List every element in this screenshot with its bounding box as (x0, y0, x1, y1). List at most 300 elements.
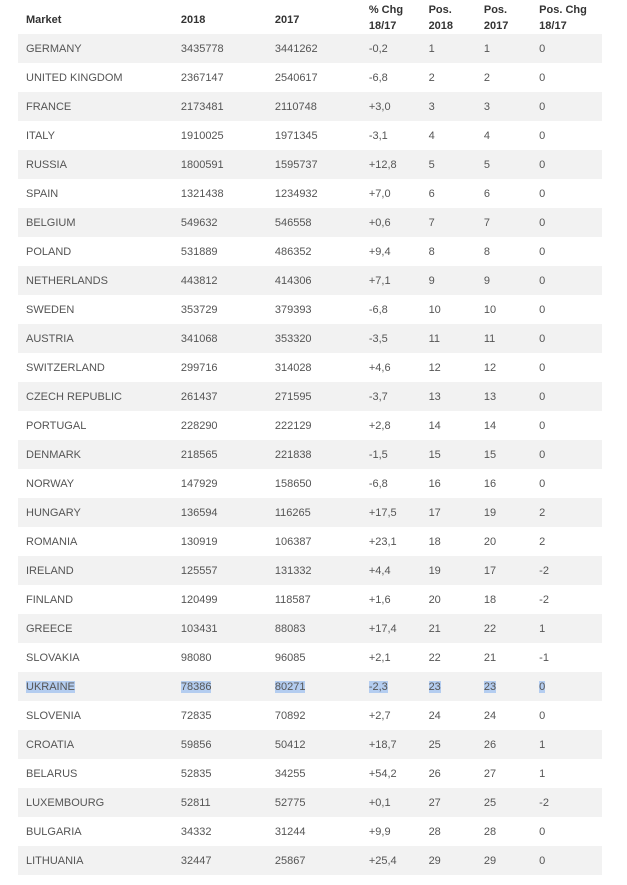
cell-pos-2018 (421, 498, 476, 527)
cell-pct-chg (361, 324, 421, 353)
cell-pos-2018 (421, 672, 476, 701)
cell-pos-chg-text: 0 (539, 680, 546, 693)
cell-pos-chg-text: 0 (539, 274, 546, 287)
cell-pos-2018 (421, 614, 476, 643)
cell-pos-chg (531, 237, 602, 266)
cell-2017 (267, 266, 361, 295)
cell-pos-2017 (476, 266, 531, 295)
cell-pos-2017-text: 6 (483, 187, 490, 200)
cell-pos-chg-text: 0 (539, 709, 546, 722)
table-row[interactable] (18, 527, 602, 556)
cell-pct-chg-text: +9,4 (368, 245, 391, 258)
cell-2017-text: 70892 (274, 709, 306, 722)
cell-pct-chg-text: -3,7 (368, 390, 388, 403)
table-row[interactable] (18, 237, 602, 266)
header-pos-2018[interactable] (421, 0, 476, 34)
cell-pos-chg (531, 411, 602, 440)
cell-market (18, 63, 173, 92)
cell-market-text: AUSTRIA (26, 332, 74, 345)
cell-pos-2018 (421, 527, 476, 556)
cell-pos-chg (531, 788, 602, 817)
cell-2018-text: 1800591 (180, 158, 224, 171)
cell-pos-2017-text: 9 (483, 274, 490, 287)
cell-2018 (173, 179, 267, 208)
cell-2017-text: 353320 (274, 332, 312, 345)
cell-pct-chg-text: +7,0 (368, 187, 391, 200)
cell-pct-chg (361, 295, 421, 324)
cell-market (18, 34, 173, 63)
cell-pos-chg-text: 0 (539, 303, 546, 316)
cell-pos-2017 (476, 179, 531, 208)
cell-pct-chg (361, 63, 421, 92)
table-row[interactable] (18, 730, 602, 759)
cell-pos-2017 (476, 63, 531, 92)
cell-market (18, 469, 173, 498)
cell-pos-2018 (421, 469, 476, 498)
cell-pos-chg-text: -2 (539, 796, 549, 809)
cell-pos-chg-text: 0 (539, 216, 546, 229)
cell-2018 (173, 266, 267, 295)
cell-pos-2017-text: 27 (483, 767, 497, 780)
cell-market (18, 730, 173, 759)
cell-market (18, 92, 173, 121)
cell-2017-text: 158650 (274, 477, 312, 490)
cell-pct-chg-text: -6,8 (368, 71, 388, 84)
cell-pos-chg (531, 759, 602, 788)
cell-pos-2018 (421, 324, 476, 353)
cell-pos-2017-text: 1 (483, 42, 490, 55)
cell-2018 (173, 63, 267, 92)
cell-pos-2017-text: 5 (483, 158, 490, 171)
cell-market (18, 150, 173, 179)
cell-2018 (173, 701, 267, 730)
table-row[interactable] (18, 324, 602, 353)
cell-market-text: NETHERLANDS (26, 274, 108, 287)
cell-pos-2017-text: 19 (483, 506, 497, 519)
cell-pct-chg-text: -6,8 (368, 303, 388, 316)
cell-pct-chg-text: +9,9 (368, 825, 391, 838)
cell-pos-chg (531, 469, 602, 498)
cell-pct-chg (361, 121, 421, 150)
cell-pos-2018 (421, 759, 476, 788)
cell-pos-2017 (476, 382, 531, 411)
cell-pct-chg-text: +2,7 (368, 709, 391, 722)
cell-pos-2017-text: 20 (483, 535, 497, 548)
cell-2017 (267, 730, 361, 759)
cell-2017-text: 221838 (274, 448, 312, 461)
cell-2018-text: 2173481 (180, 100, 224, 113)
cell-pos-chg-text: 0 (539, 187, 546, 200)
cell-pos-2018 (421, 63, 476, 92)
cell-2017-text: 131332 (274, 564, 312, 577)
cell-2018-text: 531889 (180, 245, 218, 258)
cell-pos-2017 (476, 324, 531, 353)
cell-pct-chg-text: -1,5 (368, 448, 388, 461)
cell-pos-chg-text: -2 (539, 593, 549, 606)
cell-pct-chg (361, 92, 421, 121)
cell-pos-chg (531, 527, 602, 556)
cell-2017 (267, 237, 361, 266)
cell-market (18, 643, 173, 672)
cell-pos-chg (531, 382, 602, 411)
cell-2018 (173, 382, 267, 411)
header-pos-2017[interactable] (476, 0, 531, 34)
cell-pos-2018 (421, 34, 476, 63)
cell-market-text: HUNGARY (26, 506, 81, 519)
cell-pos-chg (531, 701, 602, 730)
cell-pct-chg-text: -6,8 (368, 477, 388, 490)
cell-market (18, 353, 173, 382)
cell-2017-text: 546558 (274, 216, 312, 229)
cell-pos-2018-text: 12 (428, 361, 441, 374)
cell-pos-2018-text: 20 (428, 593, 441, 606)
cell-pos-chg (531, 440, 602, 469)
cell-pos-2018-text: 17 (428, 506, 441, 519)
cell-pos-2018 (421, 846, 476, 875)
cell-pos-chg (531, 846, 602, 875)
cell-pos-chg-text: 0 (539, 825, 546, 838)
cell-pos-chg (531, 817, 602, 846)
cell-pos-2017 (476, 788, 531, 817)
cell-2017 (267, 614, 361, 643)
cell-market (18, 759, 173, 788)
cell-pct-chg (361, 585, 421, 614)
table-row[interactable] (18, 701, 602, 730)
cell-pct-chg (361, 237, 421, 266)
cell-2018 (173, 498, 267, 527)
cell-pos-2018-text: 28 (428, 825, 441, 838)
cell-2018-text: 103431 (180, 622, 218, 635)
cell-pos-2017-text: 21 (483, 651, 497, 664)
cell-2018 (173, 295, 267, 324)
cell-2018-text: 120499 (180, 593, 218, 606)
cell-pct-chg (361, 266, 421, 295)
cell-2017-text: 1971345 (274, 129, 318, 142)
cell-pos-2017-text: 7 (483, 216, 490, 229)
cell-pos-2017-text: 25 (483, 796, 497, 809)
cell-2018-text: 72835 (180, 709, 212, 722)
cell-2018 (173, 556, 267, 585)
cell-2017 (267, 150, 361, 179)
cell-market-text: SWEDEN (26, 303, 75, 316)
cell-2017 (267, 846, 361, 875)
cell-pct-chg-text: +2,1 (368, 651, 391, 664)
cell-pos-2017 (476, 121, 531, 150)
cell-pos-2017-text: 8 (483, 245, 490, 258)
cell-pos-2017 (476, 614, 531, 643)
table-row[interactable] (18, 788, 602, 817)
cell-pct-chg (361, 614, 421, 643)
header-market[interactable]: Market (18, 0, 173, 34)
cell-2017-text: 96085 (274, 651, 306, 664)
cell-pos-chg-text: 0 (539, 100, 546, 113)
cell-pos-2017 (476, 672, 531, 701)
cell-pos-2018-text: 11 (428, 332, 440, 345)
cell-2018-text: 218565 (180, 448, 218, 461)
cell-pct-chg-text: +18,7 (368, 738, 397, 751)
cell-market (18, 846, 173, 875)
table-row[interactable] (18, 469, 602, 498)
cell-pos-2018 (421, 730, 476, 759)
cell-market (18, 411, 173, 440)
cell-pos-2017 (476, 730, 531, 759)
cell-market (18, 672, 173, 701)
cell-2018 (173, 440, 267, 469)
cell-2017 (267, 121, 361, 150)
cell-2017 (267, 701, 361, 730)
cell-pct-chg (361, 353, 421, 382)
cell-2018-text: 125557 (180, 564, 218, 577)
table-row[interactable] (18, 817, 602, 846)
cell-market (18, 788, 173, 817)
cell-market-text: FINLAND (26, 593, 74, 606)
cell-pct-chg-text: -3,1 (368, 129, 388, 142)
cell-pos-2018 (421, 585, 476, 614)
cell-pos-2017 (476, 527, 531, 556)
cell-2018-text: 130919 (180, 535, 218, 548)
cell-pos-chg-text: 0 (539, 332, 546, 345)
cell-pct-chg-text: +23,1 (368, 535, 397, 548)
cell-pct-chg-text: +0,6 (368, 216, 391, 229)
cell-2017-text: 414306 (274, 274, 312, 287)
table-row[interactable] (18, 295, 602, 324)
cell-2017-text: 271595 (274, 390, 312, 403)
cell-2018-text: 228290 (180, 419, 218, 432)
cell-pos-2018-text: 29 (428, 854, 441, 867)
cell-2018 (173, 643, 267, 672)
cell-2017-text: 314028 (274, 361, 312, 374)
cell-pct-chg (361, 34, 421, 63)
cell-pos-2017-text: 23 (483, 680, 497, 693)
cell-pos-2017-text: 3 (483, 100, 490, 113)
cell-pos-2018 (421, 266, 476, 295)
cell-2018 (173, 469, 267, 498)
cell-pos-2017 (476, 150, 531, 179)
table-row[interactable] (18, 150, 602, 179)
cell-2018-text: 299716 (180, 361, 218, 374)
cell-pos-2017 (476, 701, 531, 730)
header-pos-2018-line1: Pos. (428, 4, 452, 16)
cell-2017 (267, 179, 361, 208)
cell-2018-text: 52811 (180, 796, 211, 809)
cell-2017 (267, 817, 361, 846)
cell-2017 (267, 34, 361, 63)
cell-market-text: DENMARK (26, 448, 82, 461)
cell-pos-2017 (476, 817, 531, 846)
cell-pos-2017 (476, 353, 531, 382)
cell-pos-2018-text: 15 (428, 448, 441, 461)
cell-2017-text: 52775 (274, 796, 306, 809)
market-sales-table (18, 0, 602, 875)
cell-pos-2018 (421, 556, 476, 585)
table-row[interactable] (18, 179, 602, 208)
cell-2017-text: 2110748 (274, 100, 317, 113)
cell-market-text: SPAIN (26, 187, 59, 200)
header-pct-chg-line1: % Chg (368, 4, 404, 16)
cell-pos-chg-text: 0 (539, 419, 546, 432)
cell-pct-chg (361, 730, 421, 759)
cell-pos-chg-text: -1 (539, 651, 549, 664)
cell-pct-chg (361, 440, 421, 469)
cell-2018 (173, 730, 267, 759)
cell-2018-text: 2367147 (180, 71, 224, 84)
cell-pos-chg-text: 0 (539, 361, 546, 374)
cell-2017 (267, 469, 361, 498)
cell-2017-text: 80271 (274, 680, 306, 693)
cell-2017-text: 50412 (274, 738, 306, 751)
cell-market-text: SLOVENIA (26, 709, 82, 722)
cell-2018 (173, 208, 267, 237)
cell-pos-2018-text: 3 (428, 100, 435, 113)
table-row[interactable] (18, 34, 602, 63)
cell-pos-chg-text: 2 (539, 506, 546, 519)
cell-pos-2017 (476, 846, 531, 875)
cell-2018-text: 147929 (180, 477, 218, 490)
cell-2018 (173, 353, 267, 382)
cell-2018 (173, 237, 267, 266)
cell-pos-2017 (476, 643, 531, 672)
cell-2017 (267, 585, 361, 614)
cell-pos-2017-text: 12 (483, 361, 497, 374)
cell-market-text: IRELAND (26, 564, 74, 577)
cell-market (18, 498, 173, 527)
cell-pct-chg-text: +54,2 (368, 767, 397, 780)
cell-pos-2018 (421, 643, 476, 672)
table-row[interactable] (18, 585, 602, 614)
table-row[interactable] (18, 382, 602, 411)
cell-pos-2018-text: 6 (428, 187, 435, 200)
cell-pos-2018-text: 25 (428, 738, 441, 751)
cell-2017 (267, 759, 361, 788)
cell-pos-2017-text: 4 (483, 129, 490, 142)
cell-pos-chg-text: 0 (539, 129, 546, 142)
cell-pos-2018-text: 14 (428, 419, 441, 432)
cell-pos-2017 (476, 208, 531, 237)
cell-2017-text: 486352 (274, 245, 312, 258)
table-row[interactable] (18, 121, 602, 150)
cell-2018 (173, 614, 267, 643)
cell-market (18, 121, 173, 150)
cell-market (18, 701, 173, 730)
cell-2017-text: 2540617 (274, 71, 318, 84)
header-2018[interactable]: 2018 (173, 0, 267, 34)
cell-pct-chg-text: +25,4 (368, 854, 397, 867)
table-row[interactable] (18, 353, 602, 382)
cell-pos-chg-text: 1 (539, 767, 546, 780)
cell-pos-2018 (421, 121, 476, 150)
table-row[interactable] (18, 92, 602, 121)
cell-2017-text: 3441262 (274, 42, 318, 55)
header-pos-chg[interactable] (531, 0, 602, 34)
table-row[interactable] (18, 643, 602, 672)
cell-2017 (267, 498, 361, 527)
header-2017[interactable]: 2017 (267, 0, 361, 34)
cell-2017-text: 379393 (274, 303, 312, 316)
cell-pct-chg (361, 527, 421, 556)
cell-pos-chg (531, 266, 602, 295)
cell-2018 (173, 672, 267, 701)
cell-pos-2018-text: 21 (428, 622, 441, 635)
table-row[interactable] (18, 759, 602, 788)
cell-market-text: POLAND (26, 245, 72, 258)
table-row[interactable] (18, 556, 602, 585)
cell-2017 (267, 643, 361, 672)
cell-pos-2018-text: 1 (428, 42, 435, 55)
cell-pos-2018-text: 24 (428, 709, 441, 722)
cell-2018-text: 1321438 (180, 187, 224, 200)
cell-pct-chg (361, 556, 421, 585)
cell-pos-chg (531, 34, 602, 63)
cell-pos-chg-text: 0 (539, 854, 546, 867)
cell-pct-chg-text: +4,4 (368, 564, 391, 577)
cell-pct-chg-text: +1,6 (368, 593, 391, 606)
cell-pos-2018-text: 22 (428, 651, 441, 664)
cell-pos-chg-text: 0 (539, 71, 546, 84)
cell-pct-chg (361, 469, 421, 498)
cell-pos-chg (531, 92, 602, 121)
table-row[interactable] (18, 614, 602, 643)
cell-market (18, 237, 173, 266)
cell-2018 (173, 846, 267, 875)
cell-2017-text: 1595737 (274, 158, 318, 171)
table-header-row (18, 0, 602, 34)
cell-pos-2017 (476, 469, 531, 498)
table-row[interactable] (18, 63, 602, 92)
cell-2018 (173, 527, 267, 556)
cell-pos-2017-text: 24 (483, 709, 497, 722)
table-row[interactable] (18, 672, 602, 701)
cell-pos-chg-text: 0 (539, 158, 546, 171)
cell-market-text: CROATIA (26, 738, 75, 751)
cell-pct-chg-text: +4,6 (368, 361, 391, 374)
table-row[interactable] (18, 208, 602, 237)
cell-pos-2017 (476, 411, 531, 440)
header-pct-chg[interactable] (361, 0, 421, 34)
cell-pos-chg-text: 0 (539, 390, 546, 403)
cell-2018 (173, 324, 267, 353)
cell-pos-2018-text: 8 (428, 245, 435, 258)
cell-pos-2017-text: 14 (483, 419, 497, 432)
cell-pos-chg (531, 353, 602, 382)
cell-pos-2018-text: 10 (428, 303, 441, 316)
cell-pct-chg (361, 846, 421, 875)
table-row[interactable] (18, 440, 602, 469)
cell-2017 (267, 788, 361, 817)
table-row[interactable] (18, 498, 602, 527)
table-row[interactable] (18, 846, 602, 875)
cell-pos-2018-text: 5 (428, 158, 435, 171)
cell-market-text: LITHUANIA (26, 854, 84, 867)
cell-pos-2017-text: 28 (483, 825, 497, 838)
cell-2017 (267, 672, 361, 701)
cell-pos-2017-text: 13 (483, 390, 497, 403)
header-pos-chg-line1: Pos. Chg (539, 4, 587, 16)
cell-pos-2018-text: 18 (428, 535, 441, 548)
header-pct-chg-line2: 18/17 (368, 20, 397, 32)
cell-market-text: CZECH REPUBLIC (26, 390, 122, 403)
cell-pos-chg-text: -2 (539, 564, 549, 577)
cell-pct-chg (361, 179, 421, 208)
cell-pct-chg-text: -3,5 (368, 332, 388, 345)
cell-market-text: ITALY (26, 129, 55, 142)
table-row[interactable] (18, 266, 602, 295)
table-row[interactable] (18, 411, 602, 440)
cell-2018-text: 443812 (180, 274, 218, 287)
cell-2017-text: 116265 (274, 506, 311, 519)
cell-2017-text: 34255 (274, 767, 306, 780)
cell-pct-chg (361, 382, 421, 411)
cell-2018-text: 353729 (180, 303, 218, 316)
